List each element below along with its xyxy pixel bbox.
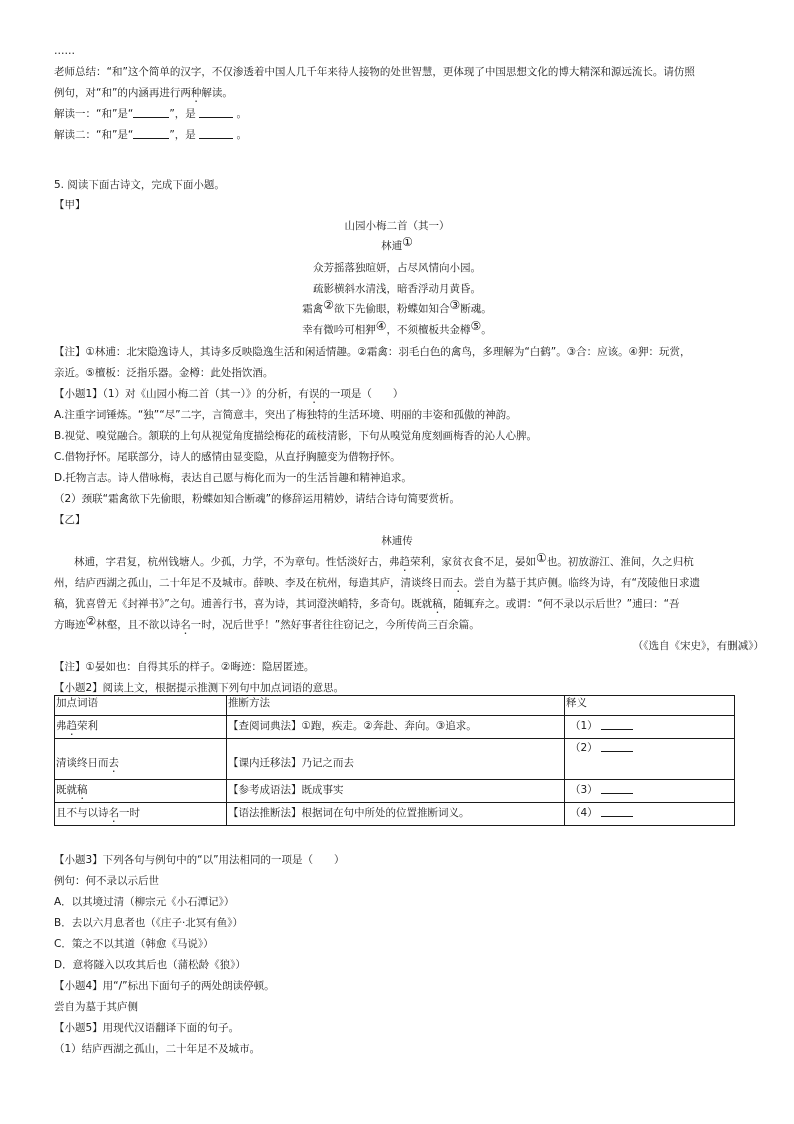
prose-line-3: 稿，犹喜曾无《封禅书》”之句。逋善行书，喜为诗，其词澄浃峭特，多奇句。既就稿，随辄弃之。或谓：“何不录以示后世？”逋曰：“吾: [54, 598, 680, 610]
table-cell-method: 【课内迁移法】乃记之而去: [227, 739, 565, 780]
option-d[interactable]: D.托物言志。诗人借咏梅，表达自己愿与梅化而为一的生活旨趣和精神追求。: [54, 472, 412, 484]
table-row: [55, 716, 735, 739]
sub3-option-b[interactable]: B．去以六月息者也（《庄子·北冥有鱼》）: [54, 917, 244, 929]
subquestion-2: 【小题2】阅读上文，根据提示推测下列句中加点词语的意思。: [54, 682, 345, 694]
table-row: [55, 739, 735, 780]
teacher-summary-line-1: 老师总结：“和”这个简单的汉字，不仅渗透着中国人几千年来待人接物的处世智慧，更体现了中国思想文化的博大精深和源远流长。请仿照: [54, 66, 695, 78]
subquestion-5-item-1: （1）结庐西湖之孤山，二十年足不及城市。: [54, 1043, 261, 1055]
sub3-option-d[interactable]: D．意将隧入以攻其后也（蒲松龄《狼》）: [54, 959, 246, 971]
poem-line-3: 霜禽②欲下先偷眼，粉蝶如知合③断魂。: [302, 298, 492, 315]
poem-author: 林逋①: [381, 235, 413, 252]
table-header: 推断方法: [227, 696, 565, 716]
subquestion-3-example: 例句：何不录以示后世: [54, 875, 159, 887]
table-cell-answer: （4）: [565, 803, 735, 826]
table-cell-answer: （1）: [565, 716, 735, 739]
subquestion-4: 【小题4】用“/”标出下面句子的两处朗读停顿。: [54, 980, 275, 992]
table-cell-word: 清谈终日而去: [55, 739, 227, 780]
section-yi: 【乙】: [54, 514, 86, 526]
question-5-intro: 5. 阅读下面古诗文，完成下面小题。: [54, 179, 225, 191]
option-a[interactable]: A.注重字词锤炼。“独”“尽”二字，言简意丰，突出了梅独特的生活环境、明丽的丰姿和孤傲的神韵。: [54, 409, 517, 421]
poem-line-2: 疏影横斜水清浅，暗香浮动月黄昏。: [313, 283, 481, 295]
table-cell-answer: （3）: [565, 780, 735, 803]
table-cell-word: 弗趋荣利: [55, 716, 227, 739]
prose-title: 林逋传: [381, 535, 413, 547]
blank-field[interactable]: [133, 128, 169, 139]
table-cell-word: 且不与以诗名一时: [55, 803, 227, 826]
subquestion-1: 【小题1】（1）对《山园小梅二首（其一）》的分析，有误的一项是（ ）: [54, 388, 404, 400]
table-cell-method: 【参考成语法】既成事实: [227, 780, 565, 803]
section-jia: 【甲】: [54, 199, 86, 211]
poem-line-1: 众芳摇落独暄妍，占尽风情向小园。: [313, 262, 481, 274]
blank-field[interactable]: [133, 107, 169, 118]
subquestion-3: 【小题3】下列各句与例句中的“以”用法相同的一项是（ ）: [54, 854, 345, 866]
option-c[interactable]: C.借物抒怀。尾联部分，诗人的感情由显变隐，从直抒胸臆变为借物抒怀。: [54, 451, 401, 463]
poem-notes-line-1: 【注】①林逋：北宋隐逸诗人，其诗多反映隐逸生活和闲适情趣。②霜禽：羽毛白色的禽鸟，多理解为“白鹤”。③合：应该。④狎：玩赏，: [54, 346, 691, 358]
prose-line-2: 州，结庐西湖之孤山，二十年足不及城市。薛映、李及在杭州，每造其庐，清谈终日而去。尝自为墓于其庐侧。临终为诗，有“茂陵他日求遗: [54, 577, 700, 589]
subquestion-1-part-2: （2）颈联“霜禽欲下先偷眼，粉蝶如知合断魂”的修辞运用精妙，请结合诗句简要赏析。: [54, 493, 461, 505]
sub3-option-c[interactable]: C．策之不以其道（韩愈《马说》）: [54, 938, 214, 950]
table-header: 加点词语: [55, 696, 227, 716]
interpretation-1: 解读一：“和”是“ ”，是 。: [54, 108, 247, 120]
table-header-row: [55, 696, 735, 716]
answer-blank[interactable]: [601, 741, 633, 752]
teacher-summary-line-2: 例句，对“和”的内涵再进行两种解读。: [54, 87, 233, 99]
answer-blank[interactable]: [601, 719, 633, 730]
answer-blank[interactable]: [601, 783, 633, 794]
blank-field[interactable]: [199, 107, 233, 118]
subquestion-4-sentence: 尝自为墓于其庐侧: [54, 1001, 138, 1013]
subquestion-5: 【小题5】用现代汉语翻译下面的句子。: [54, 1022, 240, 1034]
poem-title: 山园小梅二首（其一）: [344, 220, 450, 232]
prose-line-1: 林逋，字君复，杭州钱塘人。少孤，力学，不为章句。性恬淡好古，弗趋荣利，家贫衣食不足，晏如①也。初放游江、淮间，久之归杭: [74, 551, 694, 568]
answer-blank[interactable]: [601, 806, 633, 817]
poem-notes-line-2: 亲近。⑤檀板：泛指乐器。金樽：此处指饮酒。: [54, 367, 274, 379]
prose-line-4: 方晦迹②林壑，且不欲以诗名一时，况后世乎！”然好事者往往窃记之，今所传尚三百余篇。: [54, 614, 480, 631]
inference-table: [54, 695, 735, 826]
prose-notes: 【注】①晏如也：自得其乐的样子。②晦迹：隐居匿迹。: [54, 661, 315, 673]
table-header: 释义: [565, 696, 735, 716]
sub3-option-a[interactable]: A．以其境过清（柳宗元《小石潭记》）: [54, 896, 235, 908]
table-cell-answer: （2）: [565, 739, 735, 780]
blank-field[interactable]: [199, 128, 233, 139]
table-row: [55, 780, 735, 803]
ellipsis: ……: [54, 45, 75, 57]
table-row: [55, 803, 735, 826]
interpretation-2: 解读二：“和”是“ ”，是 。: [54, 129, 247, 141]
poem-line-4: 幸有微吟可相狎④，不须檀板共金樽⑤。: [302, 319, 492, 336]
table-cell-word: 既就稿: [55, 780, 227, 803]
option-b[interactable]: B.视觉、嗅觉融合。颔联的上句从视觉角度描绘梅花的疏枝清影，下句从嗅觉角度刻画梅香的沁人心脾。: [54, 430, 538, 442]
table-cell-method: 【语法推断法】根据词在句中所处的位置推断词义。: [227, 803, 565, 826]
table-cell-method: 【查阅词典法】①跑，疾走。②奔赴、奔向。③追求。: [227, 716, 565, 739]
prose-source: （《选自《宋史》，有删减》）: [632, 640, 764, 652]
